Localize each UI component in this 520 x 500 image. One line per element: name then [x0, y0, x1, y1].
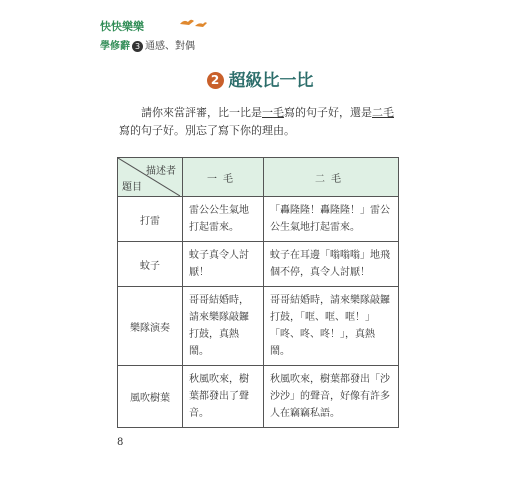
row-topic: 蚊子 — [118, 242, 183, 287]
instructions-paragraph — [119, 104, 401, 140]
ermao-sentence: 蚊子在耳邊「嗡嗡嗡」地飛個不停，真令人討厭！ — [264, 242, 399, 287]
table-header-row — [118, 158, 399, 197]
yimao-sentence: 哥哥結婚時，請來樂隊敲鑼打鼓，真熱鬧。 — [183, 287, 264, 366]
page-number: 8 — [117, 437, 124, 448]
intro-text-1: 請你來當評審，比一比是 — [141, 106, 262, 119]
birds-icon — [178, 16, 208, 30]
table-row — [118, 197, 399, 242]
table-row — [118, 366, 399, 428]
book-header — [100, 18, 195, 52]
ermao-sentence: 哥哥結婚時，請來樂隊敲鑼打鼓，「哐、哐、哐！」「咚、咚、咚！」，真熱鬧。 — [264, 287, 399, 366]
intro-underlined-yimao: 一毛 — [262, 106, 284, 119]
comparison-table — [117, 157, 399, 428]
section-number-badge: 3 — [132, 41, 143, 52]
header-describer-label: 描述者 — [146, 166, 176, 177]
activity-title — [0, 66, 520, 91]
intro-text-2: 寫的句子好，還是 — [284, 106, 372, 119]
ermao-sentence: 「轟隆隆！轟隆隆！」雷公公生氣地打起雷來。 — [264, 197, 399, 242]
row-topic: 打雷 — [118, 197, 183, 242]
section-label: 學修辭 — [100, 41, 130, 52]
column-header-ermao: 二毛 — [264, 158, 399, 197]
intro-underlined-ermao: 二毛 — [372, 106, 394, 119]
table-row — [118, 287, 399, 366]
activity-title-text: 超級比一比 — [228, 71, 314, 91]
yimao-sentence: 雷公公生氣地打起雷來。 — [183, 197, 264, 242]
section-topic: 通感、對偶 — [145, 41, 195, 52]
table-row — [118, 242, 399, 287]
yimao-sentence: 蚊子真令人討厭！ — [183, 242, 264, 287]
yimao-sentence: 秋風吹來，樹葉都發出了聲音。 — [183, 366, 264, 428]
brand-title: 快快樂樂 — [100, 20, 144, 33]
header-topic-label: 題目 — [122, 182, 142, 193]
activity-number-badge: 2 — [207, 72, 224, 89]
row-topic: 風吹樹葉 — [118, 366, 183, 428]
ermao-sentence: 秋風吹來，樹葉都發出「沙沙沙」的聲音，好像有許多人在竊竊私語。 — [264, 366, 399, 428]
intro-text-3: 寫的句子好。別忘了寫下你的理由。 — [119, 124, 295, 137]
row-topic: 樂隊演奏 — [118, 287, 183, 366]
section-line — [100, 37, 195, 52]
diagonal-header-cell — [118, 158, 183, 197]
column-header-yimao: 一毛 — [183, 158, 264, 197]
